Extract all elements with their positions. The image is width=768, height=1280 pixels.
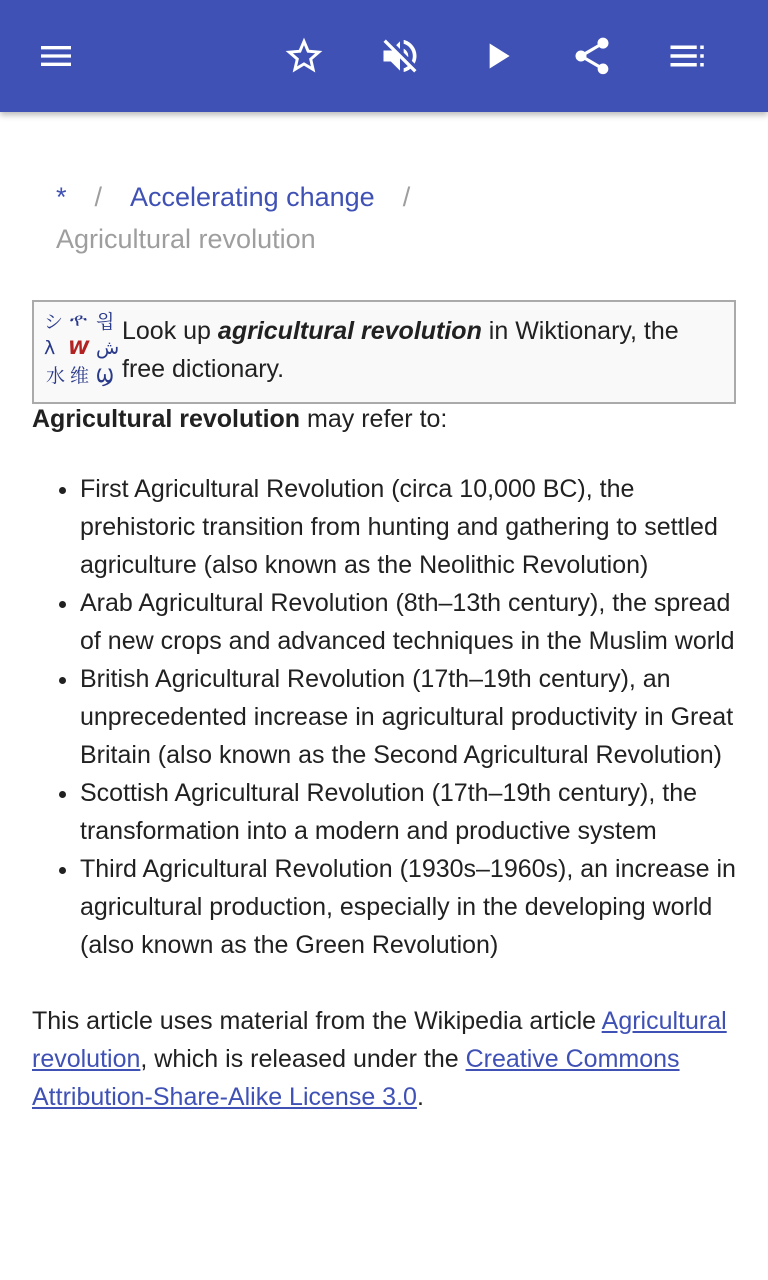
play-icon: [478, 36, 518, 76]
wiktionary-box: [32, 300, 736, 404]
article-list: [32, 470, 738, 964]
breadcrumb-parent-link[interactable]: Accelerating change: [130, 182, 375, 212]
breadcrumb-root-link[interactable]: *: [56, 182, 67, 212]
list-item: • First Agricultural Revolution (circa 10,000 BC), the prehistoric transition from hunting and gathering to settled agriculture (also known as the Neolithic Revolution): [80, 470, 738, 584]
star-outline-icon: [282, 34, 326, 78]
playlist-icon: [667, 35, 709, 77]
breadcrumb-separator: /: [94, 182, 103, 212]
list-item: • British Agricultural Revolution (17th–19th century), an unprecedented increase in agricultural productivity in Great Britain (also known as the Second Agricultural Revolution): [80, 660, 738, 774]
wiktionary-logo-icon: シ ዯ 읩 λ W ش 水 维 Ϣ: [44, 309, 120, 387]
app-toolbar: [0, 0, 768, 112]
license-link[interactable]: Creative Commons Attribution-Share-Alike License 3.0: [32, 1045, 680, 1111]
breadcrumb: [56, 176, 736, 260]
wiktionary-term-link[interactable]: agricultural revolution: [217, 317, 482, 345]
article-body: [32, 400, 738, 1116]
volume-off-icon: [378, 34, 422, 78]
share-icon: [570, 34, 614, 78]
list-item: • Third Agricultural Revolution (1930s–1960s), an increase in agricultural production, especially in the developing world (also known as the Green Revolution): [80, 850, 738, 964]
favorite-button[interactable]: [272, 24, 336, 88]
list-item: • Scottish Agricultural Revolution (17th–19th century), the transformation into a modern and productive system: [80, 774, 738, 850]
breadcrumb-separator: /: [402, 182, 411, 212]
article-intro: Agricultural revolution may refer to:: [32, 405, 448, 433]
menu-button[interactable]: [24, 24, 88, 88]
play-button[interactable]: [466, 24, 530, 88]
wiktionary-text: Look up agricultural revolution in Wiktionary, the free dictionary.: [122, 317, 679, 383]
contents-button[interactable]: [656, 24, 720, 88]
attribution-footer: This article uses material from the Wikipedia article Agricultural revolution, which is released under the Creative Commons Attribution-Share-Alike License 3.0.: [32, 1007, 727, 1111]
wikipedia-article-link[interactable]: Agricultural revolution: [32, 1007, 727, 1073]
menu-icon: [36, 36, 76, 76]
share-button[interactable]: [560, 24, 624, 88]
mute-button[interactable]: [368, 24, 432, 88]
breadcrumb-current: Agricultural revolution: [56, 224, 316, 254]
list-item: • Arab Agricultural Revolution (8th–13th century), the spread of new crops and advanced techniques in the Muslim world: [80, 584, 738, 660]
